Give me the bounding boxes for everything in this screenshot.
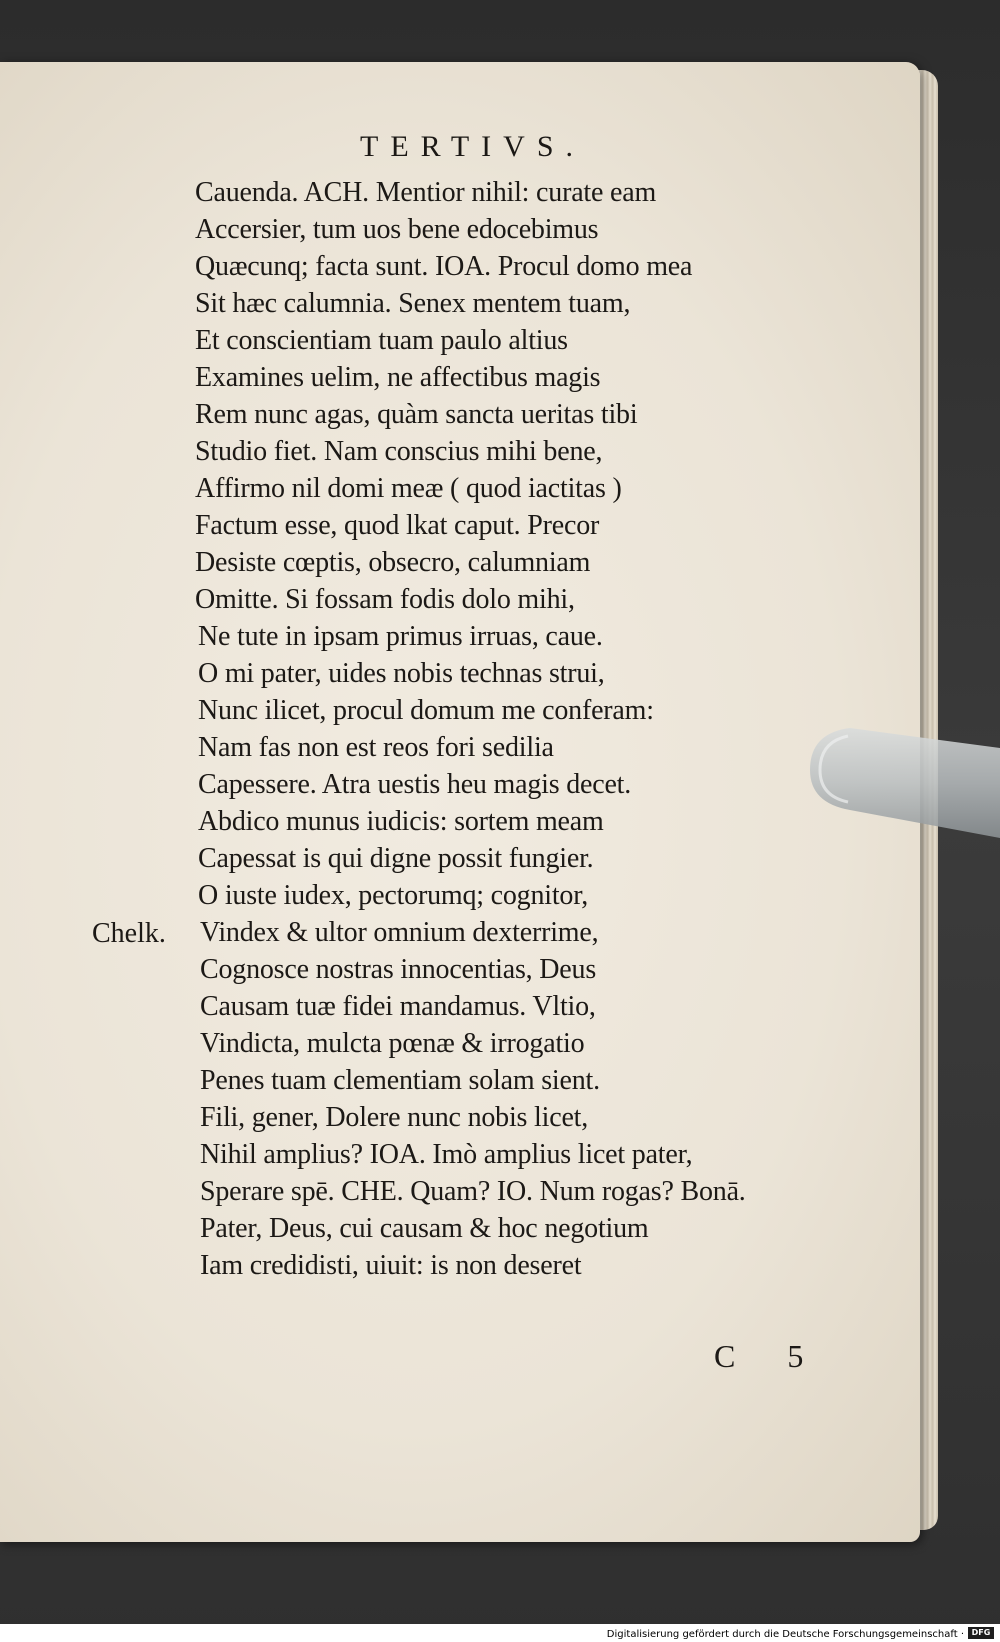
verse-line: Abdico munus iudicis: sortem meam: [198, 806, 604, 837]
verse-line: Factum esse, quod lkat caput. Precor: [195, 510, 600, 541]
verse-line: Vindex & ultor omnium dexterrime,: [200, 917, 599, 948]
verse-line: Sperare spē. CHE. Quam? IO. Num rogas? Bonā.: [200, 1176, 746, 1207]
verse-line: Iam credidisti, uiuit: is non deseret: [200, 1250, 582, 1281]
verse-line: Studio fiet. Nam conscius mihi bene,: [195, 436, 603, 467]
dfg-logo-icon: DFG: [968, 1627, 994, 1639]
verse-line: Examines uelim, ne affectibus magis: [195, 362, 601, 393]
verse-line: O iuste iudex, pectorumq; cognitor,: [198, 880, 589, 911]
page-clip: [810, 728, 1000, 858]
book-page: [0, 62, 920, 1542]
verse-line: Pater, Deus, cui causam & hoc negotium: [200, 1213, 649, 1244]
verse-line: Capessere. Atra uestis heu magis decet.: [198, 769, 632, 800]
footer-credit: Digitalisierung gefördert durch die Deutsche Forschungsgemeinschaft ·: [606, 1629, 964, 1640]
verse-line: Fili, gener, Dolere nunc nobis licet,: [200, 1102, 589, 1133]
verse-line: Nunc ilicet, procul domum me conferam:: [198, 695, 654, 726]
running-head: TERTIVS.: [360, 130, 586, 163]
verse-line: Omitte. Si fossam fodis dolo mihi,: [195, 584, 575, 615]
verse-line: Quæcunq; facta sunt. IOA. Procul domo mea: [195, 251, 693, 282]
verse-line: Penes tuam clementiam solam sient.: [200, 1065, 600, 1096]
verse-line: Affirmo nil domi meæ ( quod iactitas ): [195, 473, 622, 504]
verse-line: Nam fas non est reos fori sedilia: [198, 732, 554, 763]
verse-line: O mi pater, uides nobis technas strui,: [198, 658, 605, 689]
verse-line: Sit hæc calumnia. Senex mentem tuam,: [195, 288, 631, 319]
signature-mark: C 5: [714, 1338, 826, 1374]
verse-line: Causam tuæ fidei mandamus. Vltio,: [200, 991, 596, 1022]
verse-line: Cognosce nostras innocentias, Deus: [200, 954, 597, 985]
verse-line: Cauenda. ACH. Mentior nihil: curate eam: [195, 177, 657, 208]
verse-line: Rem nunc agas, quàm sancta ueritas tibi: [195, 399, 638, 430]
verse-line: Vindicta, mulcta pœnæ & irrogatio: [200, 1028, 585, 1059]
verse-line: Accersier, tum uos bene edocebimus: [195, 214, 599, 245]
verse-line: Ne tute in ipsam primus irruas, caue.: [198, 621, 603, 652]
verse-line: Et conscientiam tuam paulo altius: [195, 325, 568, 356]
speaker-label: Chelk.: [92, 918, 166, 949]
verse-line: Nihil amplius? IOA. Imò amplius licet pater,: [200, 1139, 693, 1170]
digitization-footer: [0, 1624, 1000, 1642]
verse-line: Desiste cœptis, obsecro, calumniam: [195, 547, 591, 578]
verse-line: Capessat is qui digne possit fungier.: [198, 843, 594, 874]
